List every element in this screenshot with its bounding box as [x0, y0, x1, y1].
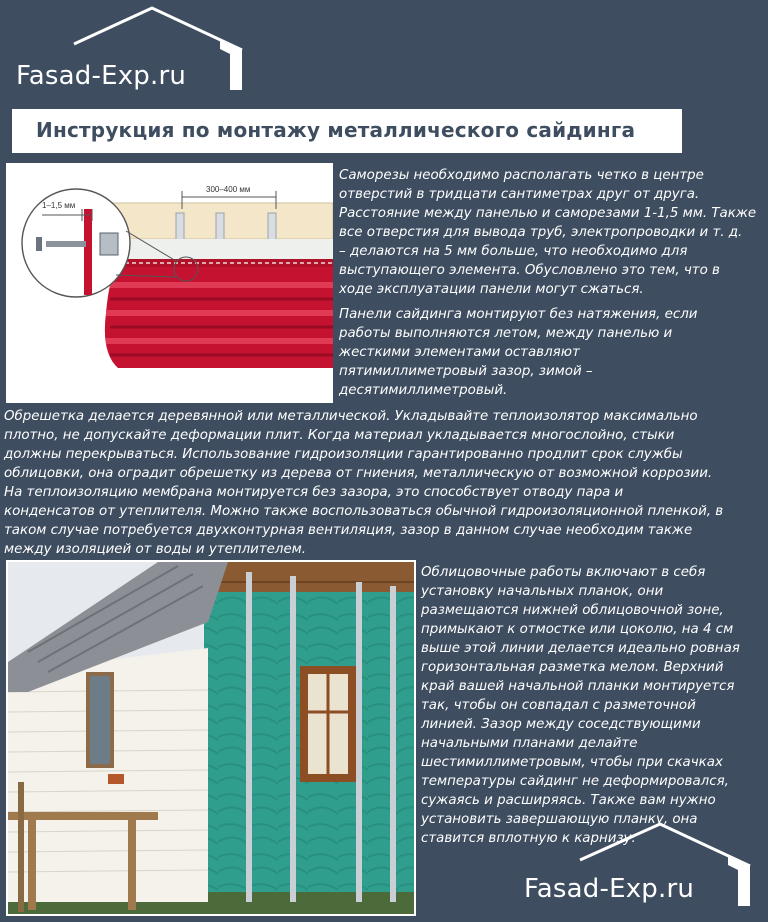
- text-line: выступающего элемента. Обусловлено это тем, что в: [339, 263, 720, 278]
- text-line: горизонтальная разметка мелом. Верхний: [421, 660, 724, 675]
- logo-text: Fasad-Exp.ru: [524, 874, 695, 904]
- text-line: примыкают к отмостке или цоколю, на 4 см: [421, 622, 734, 637]
- page-title: Инструкция по монтажу металлического сайдинга: [36, 118, 636, 142]
- text-line: должны перекрываться. Использование гидроизоляции гарантированно продлит срок службы: [4, 447, 683, 462]
- text-line: установить завершающую планку, она: [421, 812, 698, 827]
- text-line: начальными планами делайте: [421, 736, 638, 751]
- text-line: ставится вплотную к карнизу.: [421, 831, 636, 846]
- text-line: таком случае потребуется двухконтурная вентиляция, зазор в данном случае необходим также: [4, 523, 693, 538]
- siding-mounting-diagram: [6, 163, 333, 403]
- house-photo-graphic: [8, 562, 414, 914]
- logo-bottom[interactable]: [510, 820, 768, 920]
- text-line: плотно, не допускайте деформации плит. Когда материал укладывается многослойно, стыки: [4, 428, 675, 443]
- house-construction-photo: [6, 560, 416, 916]
- text-line: Облицовочные работы включают в себя: [421, 565, 706, 580]
- paragraph-lathing-insulation: [4, 407, 768, 559]
- text-line: пятимиллиметровый зазор, зимой –: [339, 364, 593, 379]
- logo-text: Fasad-Exp.ru: [16, 61, 187, 91]
- text-line: Саморезы необходимо располагать четко в центре: [339, 168, 704, 183]
- text-line: отверстий в тридцати сантиметрах друг от друга.: [339, 187, 700, 202]
- text-line: размещаются нижней облицовочной зоне,: [421, 603, 724, 618]
- text-line: между изоляцией от воды и утеплителем.: [4, 542, 307, 557]
- text-line: На теплоизоляцию мембрана монтируется без зазора, это способствует отводу пара и: [4, 485, 624, 500]
- logo-top[interactable]: [0, 0, 260, 100]
- text-line: ходе эксплуатации панели могут сжаться.: [339, 282, 644, 297]
- text-line: все отверстия для вывода труб, электропроводки и т. д.: [339, 225, 743, 240]
- diagram-graphic: [6, 163, 333, 403]
- dimension-label-large: 300–400 мм: [206, 185, 251, 194]
- dimension-label-small: 1–1,5 мм: [42, 201, 76, 210]
- text-line: установку начальных планок, они: [421, 584, 664, 599]
- paragraph-screw-placement: [339, 166, 767, 299]
- text-line: Обрешетка делается деревянной или металлической. Укладывайте теплоизолятор максимально: [4, 409, 698, 424]
- text-line: край вашей начальной планки монтируется: [421, 679, 735, 694]
- text-line: облицовки, она оградит обрешетку из дерева от гниения, металлическую от возможной коррозии.: [4, 466, 713, 481]
- text-line: работы выполняются летом, между панелью и: [339, 326, 673, 341]
- text-line: конденсатов от утеплителя. Можно также воспользоваться обычной гидроизоляционной пленкой, в: [4, 504, 724, 519]
- paragraph-cladding-works: [421, 563, 767, 848]
- text-line: Расстояние между панелью и саморезами 1-1,5 мм. Также: [339, 206, 757, 221]
- text-line: – делаются на 5 мм больше, что необходимо для: [339, 244, 688, 259]
- text-line: десятимиллиметровый.: [339, 383, 508, 398]
- text-line: жесткими элементами оставляют: [339, 345, 580, 360]
- text-line: выше этой линии делается идеально ровная: [421, 641, 740, 656]
- text-line: Панели сайдинга монтируют без натяжения, если: [339, 307, 698, 322]
- paragraph-panel-tension: [339, 305, 759, 400]
- text-line: сужаясь и расширяясь. Также вам нужно: [421, 793, 716, 808]
- text-line: шестимиллиметровым, чтобы при скачках: [421, 755, 723, 770]
- text-line: так, чтобы он совпадал с разметочной: [421, 698, 696, 713]
- text-line: температуры сайдинг не деформировался,: [421, 774, 729, 789]
- text-line: линией. Зазор между соседствующими: [421, 717, 701, 732]
